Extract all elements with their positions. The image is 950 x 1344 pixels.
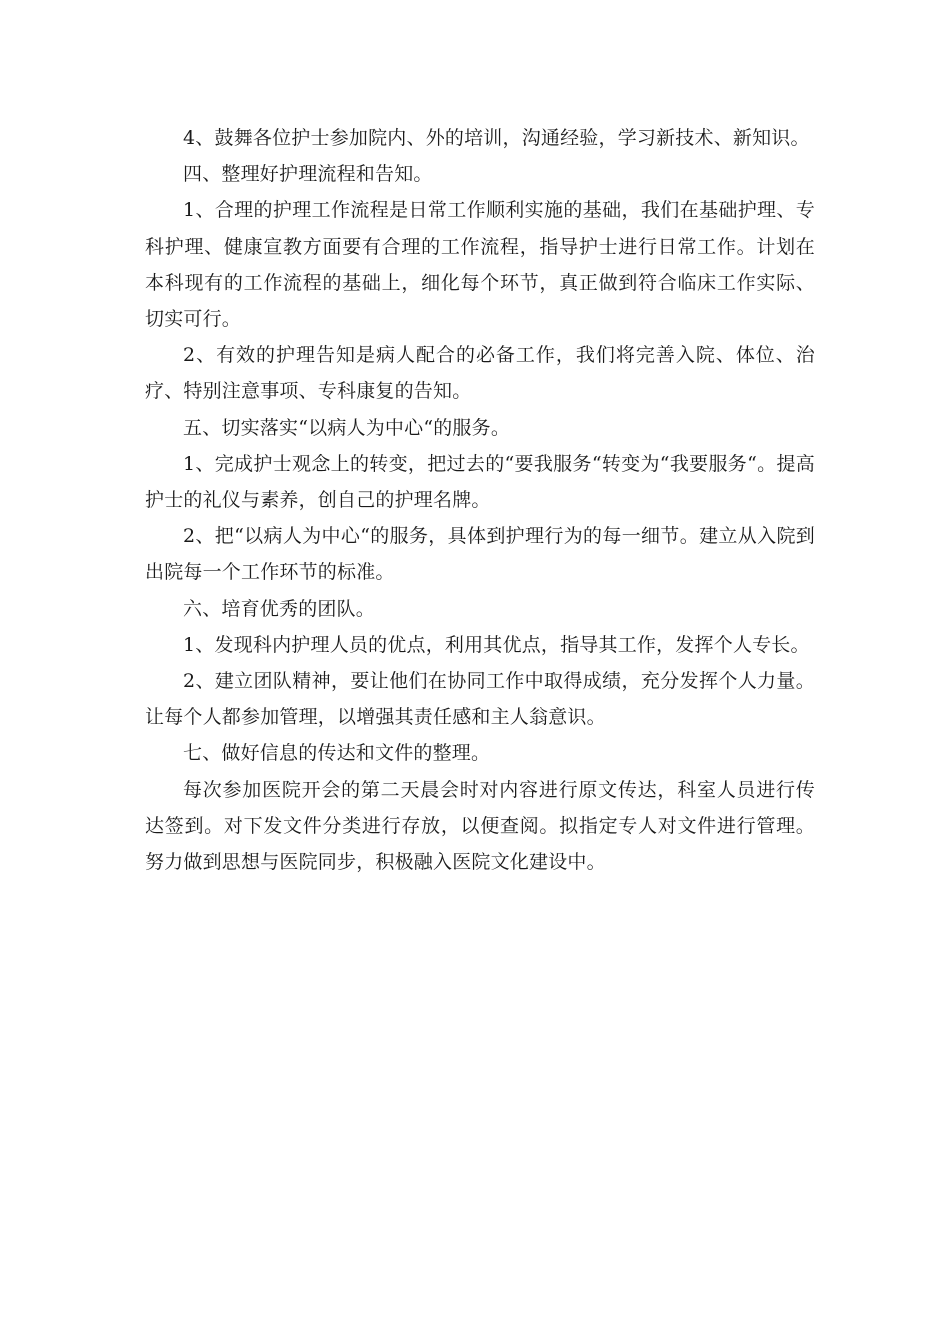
paragraph-strengths: 1、发现科内护理人员的优点，利用其优点，指导其工作，发挥个人专长。 bbox=[183, 633, 810, 656]
heading-section-6: 六、培育优秀的团队。 bbox=[183, 597, 376, 620]
paragraph-patient-centered: 2、把“以病人为中心“的服务，具体到护理行为的每一细节。建立从入院到出院每一个工作环节的标准。 bbox=[145, 525, 815, 584]
paragraph-training: 4、鼓舞各位护士参加院内、外的培训，沟通经验，学习新技术、新知识。 bbox=[183, 127, 810, 149]
heading-section-5: 五、切实落实“以病人为中心“的服务。 bbox=[183, 416, 511, 439]
document-body bbox=[145, 120, 815, 880]
paragraph-team-spirit: 2、建立团队精神，要让他们在协同工作中取得成绩，充分发挥个人力量。让每个人都参加管理，以增强其责任感和主人翁意识。 bbox=[145, 670, 815, 729]
heading-section-4: 四、整理好护理流程和告知。 bbox=[183, 163, 433, 186]
paragraph-concept-change: 1、完成护士观念上的转变，把过去的“要我服务“转变为“我要服务“。提高护士的礼仪与素养，创自己的护理名牌。 bbox=[145, 452, 815, 512]
heading-section-7: 七、做好信息的传达和文件的整理。 bbox=[183, 742, 491, 765]
paragraph-notification: 2、有效的护理告知是病人配合的必备工作，我们将完善入院、体位、治疗、特别注意事项、专科康复的告知。 bbox=[145, 344, 815, 403]
paragraph-workflow: 1、合理的护理工作流程是日常工作顺利实施的基础，我们在基础护理、专科护理、健康宣教方面要有合理的工作流程，指导护士进行日常工作。计划在本科现有的工作流程的基础上，细化每个环节，真正做到符合临床工作实际、切实可行。 bbox=[145, 199, 815, 331]
paragraph-information: 每次参加医院开会的第二天晨会时对内容进行原文传达，科室人员进行传达签到。对下发文件分类进行存放，以便查阅。拟指定专人对文件进行管理。努力做到思想与医院同步，积极融入医院文化建设中。 bbox=[145, 778, 815, 874]
